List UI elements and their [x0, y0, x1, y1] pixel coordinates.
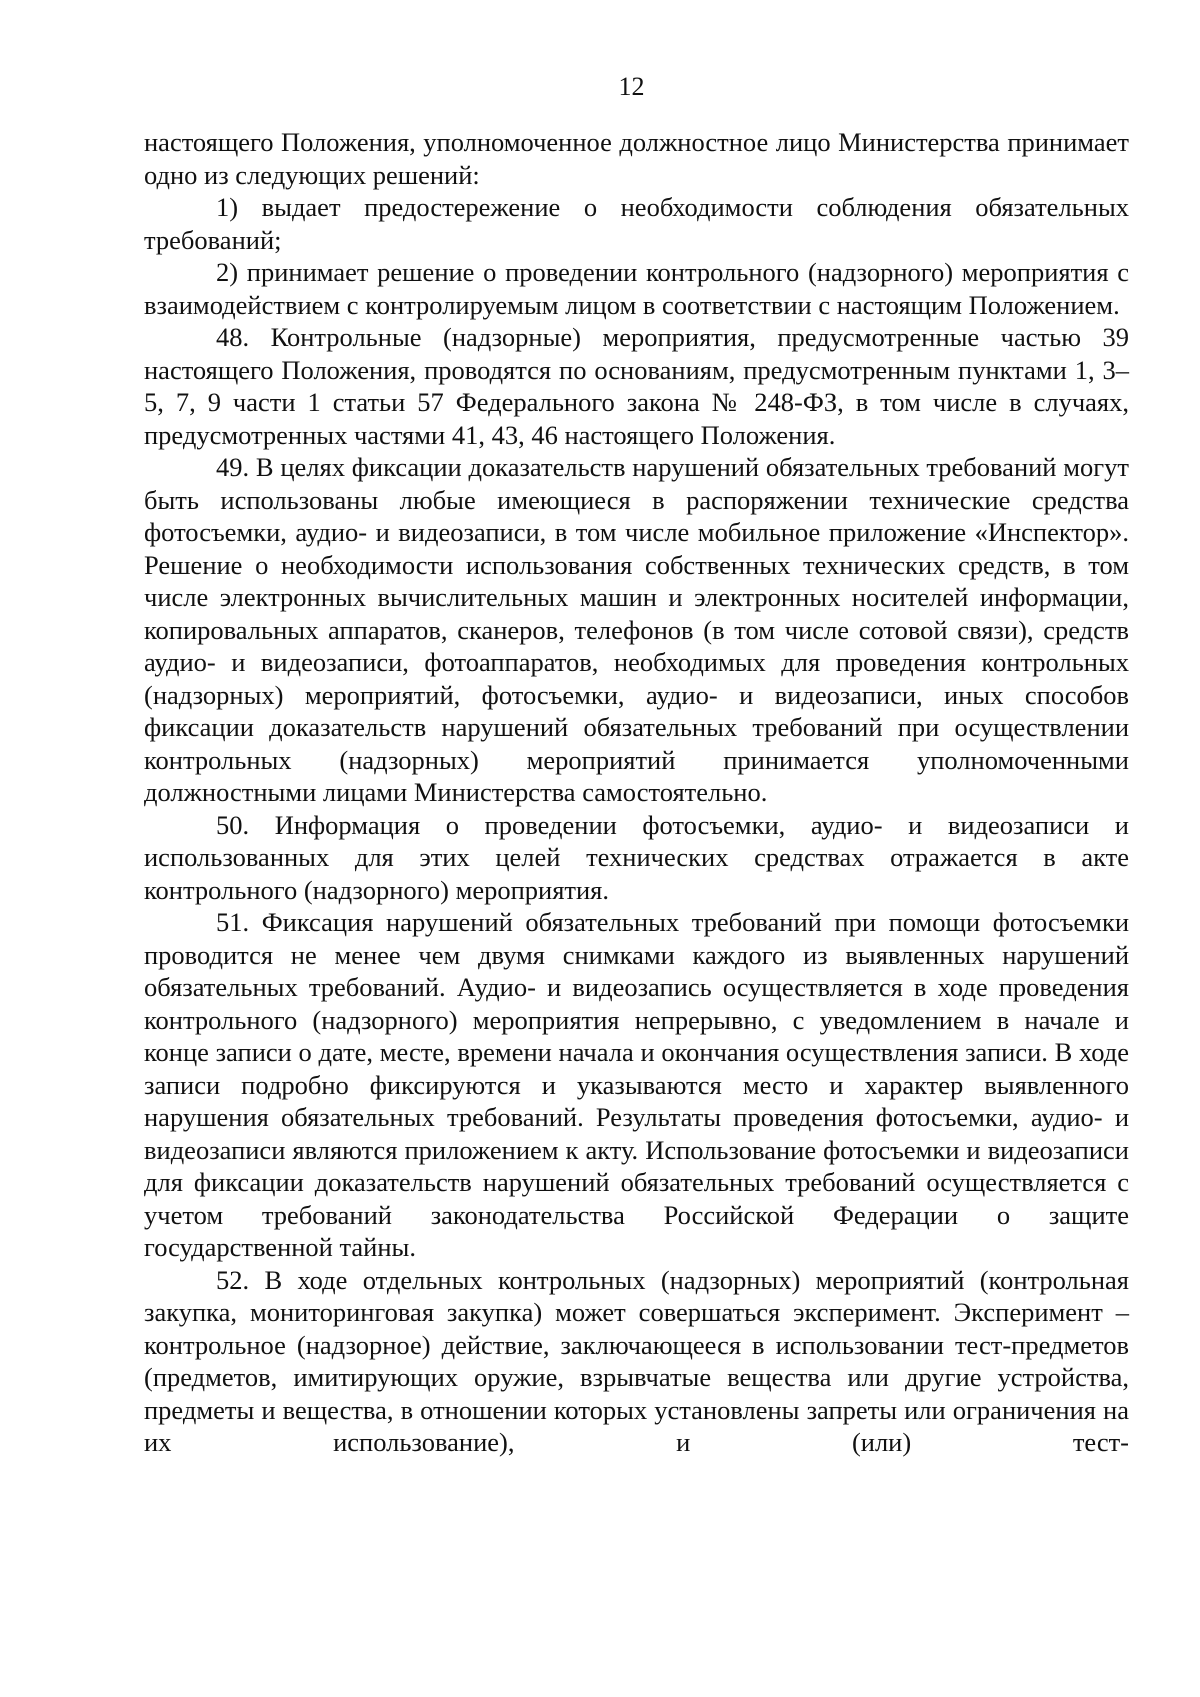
paragraph-item-2: 2) принимает решение о проведении контрольного (надзорного) мероприятия с взаимодействием с контролируемым лицом в соответствии с настоящим Положением.: [144, 257, 1129, 320]
paragraph-48: 48. Контрольные (надзорные) мероприятия, предусмотренные частью 39 настоящего Положения, проводятся по основаниям, предусмотренным пунктами 1, 3–5, 7, 9 части 1 статьи 57 Федерального закона № 248-ФЗ, в том числе в случаях, предусмотренных частями 41, 43, 46 настоящего Положения.: [144, 322, 1129, 450]
paragraph-50: 50. Информация о проведении фотосъемки, аудио- и видеозаписи и использованных для этих целей технических средствах отражается в акте контрольного (надзорного) мероприятия.: [144, 809, 1129, 905]
paragraph-51: 51. Фиксация нарушений обязательных требований при помощи фотосъемки проводится не менее чем двумя снимками каждого из выявленных нарушений обязательных требований. Аудио- и видеозапись осуществляется в ходе проведения контрольного (надзорного) мероприятия непрерывно, с уведомлением в начале и конце записи о дате, месте, времени начала и окончания осуществления записи. В ходе записи подробно фиксируются и указываются место и характер выявленного нарушения обязательных требований. Результаты проведения фотосъемки, аудио- и видеозаписи являются приложением к акту. Использование фотосъемки и видеозаписи для фиксации доказательств нарушений обязательных требований осуществляется с учетом требований законодательства Российской Федерации о защите государственной тайны.: [144, 907, 1129, 1262]
paragraph-continuation: настоящего Положения, уполномоченное должностное лицо Министерства принимает одно из следующих решений:: [144, 127, 1129, 190]
document-body: [144, 126, 1129, 1459]
page-number: 12: [618, 72, 645, 101]
paragraph-49: 49. В целях фиксации доказательств нарушений обязательных требований могут быть использованы любые имеющиеся в распоряжении технические средства фотосъемки, аудио- и видеозаписи, в том числе мобильное приложение «Инспектор». Решение о необходимости использования собственных технических средств, в том числе электронных вычислительных машин и электронных носителей информации, копировальных аппаратов, сканеров, телефонов (в том числе сотовой связи), средств аудио- и видеозаписи, фотоаппаратов, необходимых для проведения контрольных (надзорных) мероприятий, фотосъемки, аудио- и видеозаписи, иных способов фиксации доказательств нарушений обязательных требований при осуществлении контрольных (надзорных) мероприятий принимается уполномоченными должностными лицами Министерства самостоятельно.: [144, 452, 1129, 807]
paragraph-item-1: 1) выдает предостережение о необходимости соблюдения обязательных требований;: [144, 192, 1129, 255]
paragraph-52: 52. В ходе отдельных контрольных (надзорных) мероприятий (контрольная закупка, мониторинговая закупка) может совершаться эксперимент. Эксперимент – контрольное (надзорное) действие, заключающееся в использовании тест-предметов (предметов, имитирующих оружие, взрывчатые вещества или другие устройства, предметы и вещества, в отношении которых установлены запреты или ограничения на их использование), и (или) тест-: [144, 1264, 1129, 1457]
